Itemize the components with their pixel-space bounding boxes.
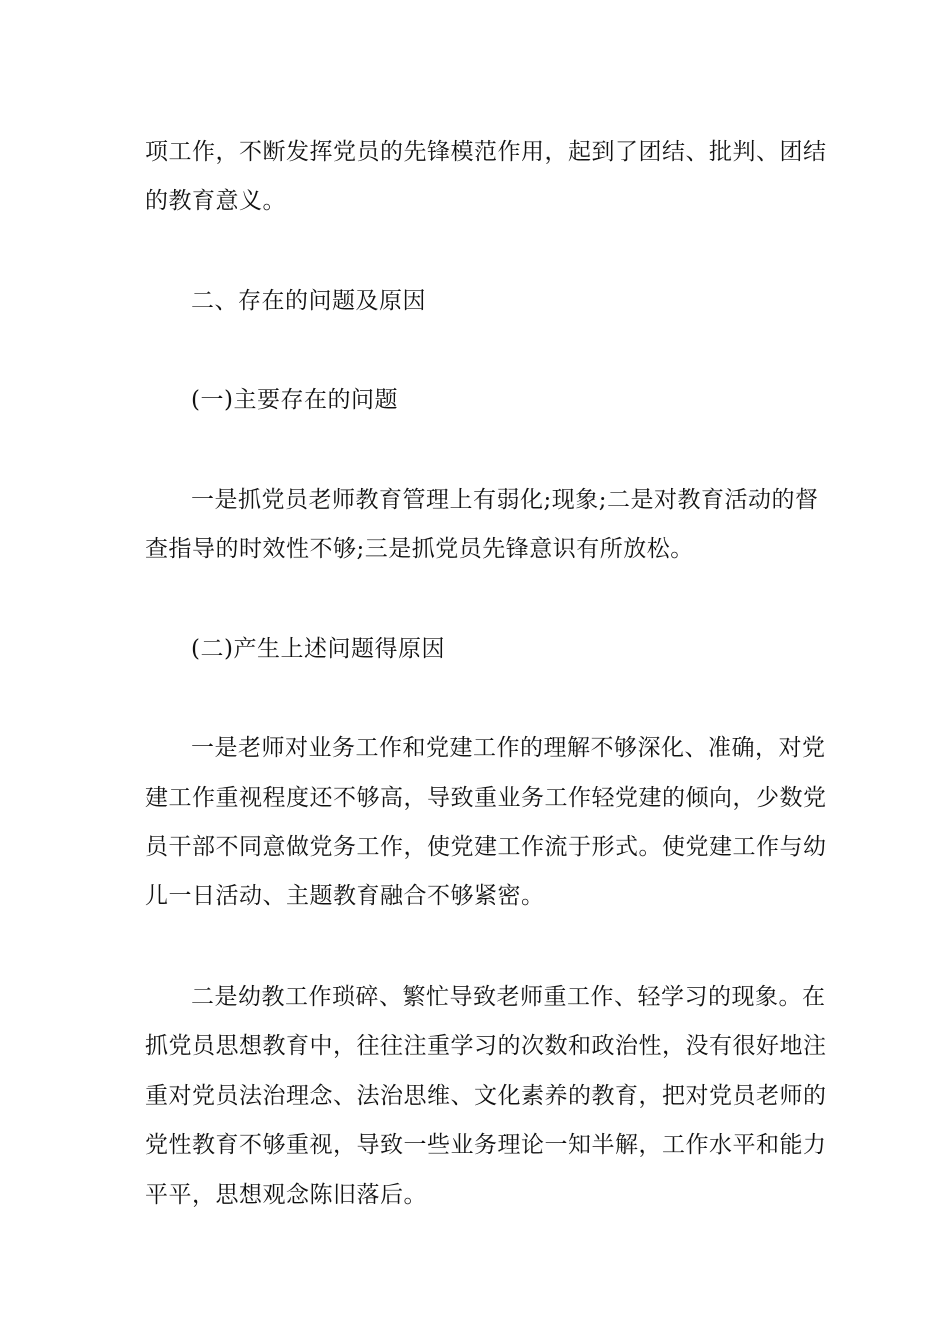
cause1-line-3: 员干部不同意做党务工作，使党建工作流于形式。使党建工作与幼: [145, 834, 827, 860]
cause2-line-1: 二是幼教工作琐碎、繁忙导致老师重工作、轻学习的现象。在: [191, 984, 826, 1010]
cause2-line-4: 党性教育不够重视，导致一些业务理论一知半解，工作水平和能力: [145, 1132, 827, 1158]
cause1-line-1: 一是老师对业务工作和党建工作的理解不够深化、准确，对党: [191, 735, 826, 761]
cause2-line-2: 抓党员思想教育中，往往注重学习的次数和政治性，没有很好地注: [145, 1033, 827, 1059]
problems-line-2: 查指导的时效性不够;三是抓党员先锋意识有所放松。: [145, 536, 694, 562]
intro-line-1: 项工作，不断发挥党员的先锋模范作用，起到了团结、批判、团结: [145, 139, 827, 165]
sub-heading-causes: (二)产生上述问题得原因: [191, 636, 445, 662]
cause1-line-2: 建工作重视程度还不够高，导致重业务工作轻党建的倾向，少数党: [145, 785, 827, 811]
section-heading-2: 二、存在的问题及原因: [191, 288, 426, 314]
cause1-line-4: 儿一日活动、主题教育融合不够紧密。: [145, 883, 545, 909]
intro-line-2: 的教育意义。: [145, 188, 286, 214]
cause2-line-3: 重对党员法治理念、法治思维、文化素养的教育，把对党员老师的: [145, 1083, 827, 1109]
sub-heading-main-problems: (一)主要存在的问题: [191, 387, 398, 413]
problems-line-1: 一是抓党员老师教育管理上有弱化;现象;二是对教育活动的督: [191, 487, 819, 513]
cause2-line-5: 平平，思想观念陈旧落后。: [145, 1182, 427, 1208]
